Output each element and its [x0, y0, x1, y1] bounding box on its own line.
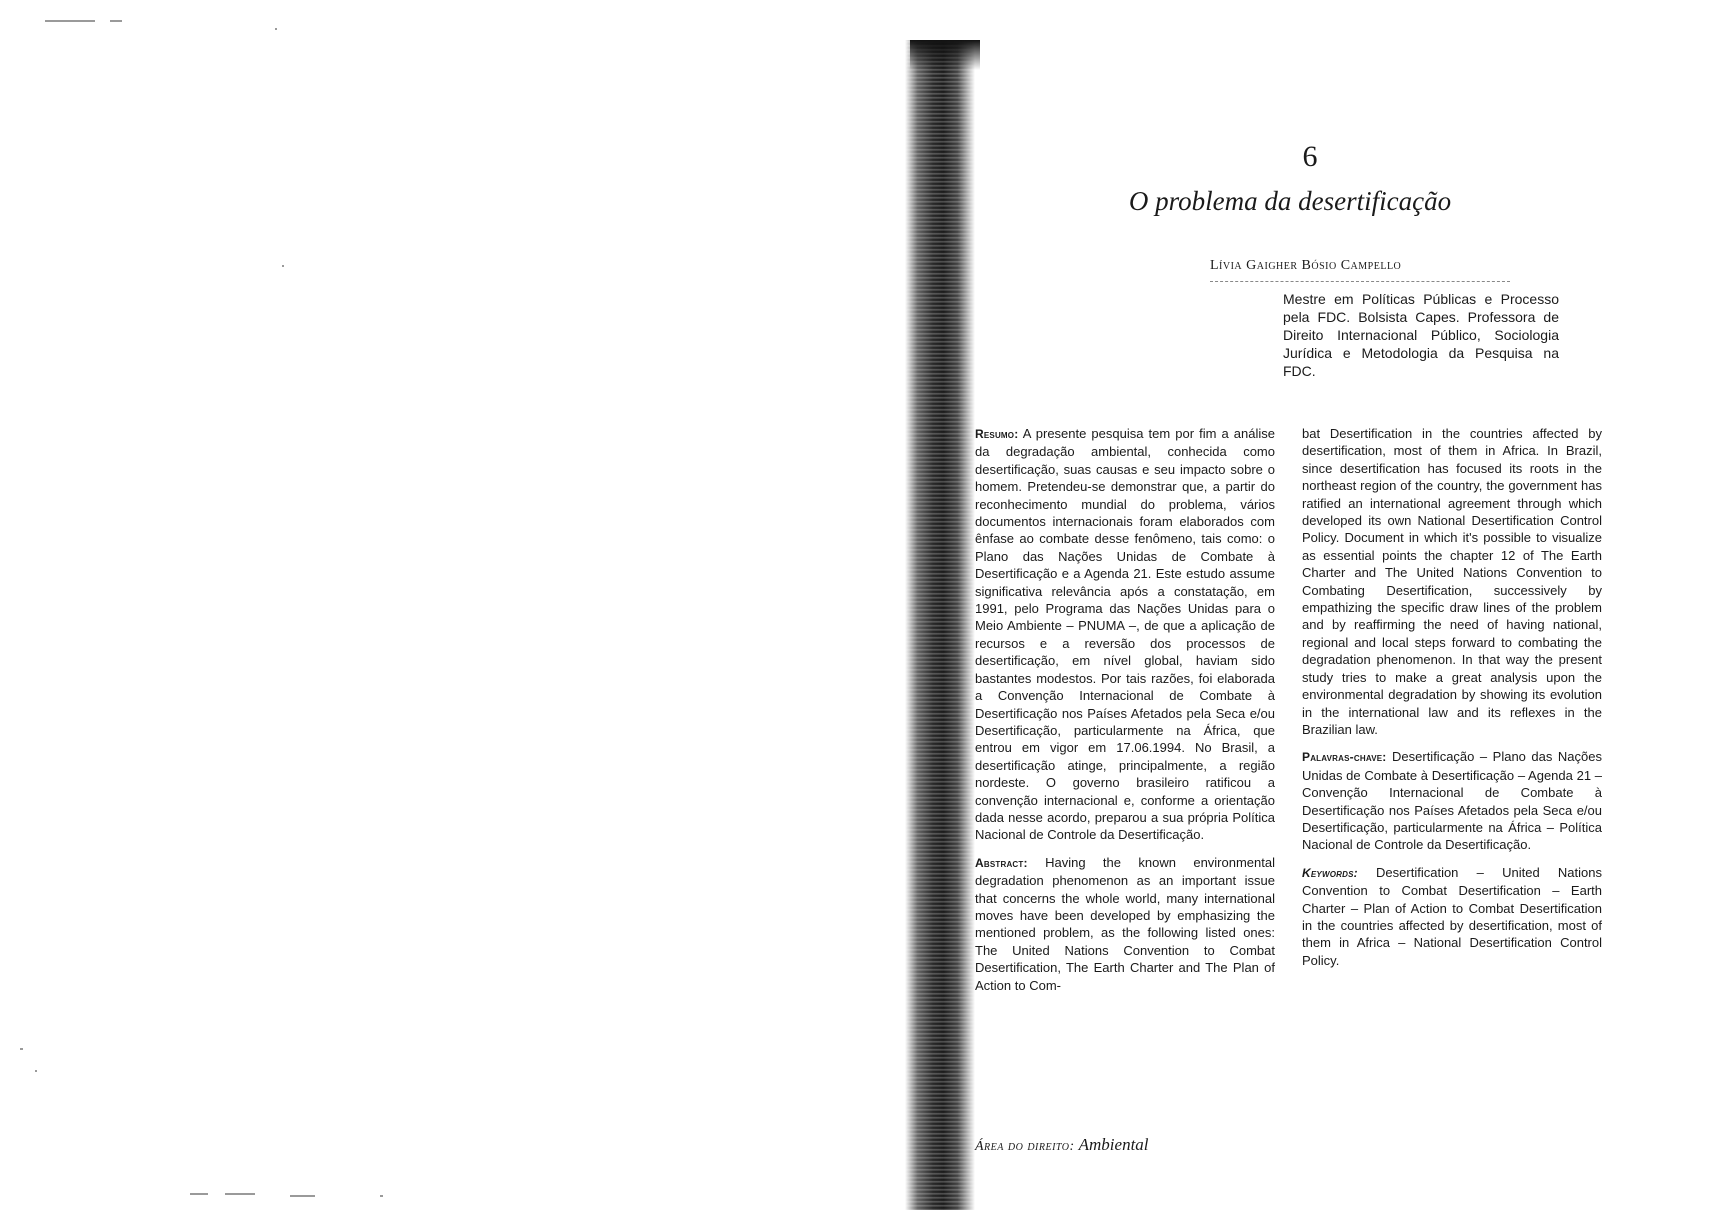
- abstract-text-part1: Having the known environmental degradation phenomenon as an important issue that concerns the whole world, many international moves have been developed by emphasizing the mentioned problem, as the following listed ones: The United Nations Convention to Combat Desertification, The Earth Charter and The Plan of Action to Com-: [975, 854, 1275, 993]
- chapter-title: O problema da desertificação: [1128, 186, 1452, 216]
- scan-speck: [35, 1070, 37, 1072]
- chapter-number: 6: [1302, 140, 1318, 173]
- footer-subject: Ambiental: [1078, 1135, 1149, 1154]
- scan-speck: [290, 1195, 315, 1197]
- scan-speck: [190, 1193, 208, 1195]
- palavras-chave-paragraph: [1302, 748, 1602, 853]
- resumo-paragraph: [975, 425, 1275, 844]
- author-divider: [1210, 281, 1510, 282]
- footer-prefix: Área do direito:: [975, 1139, 1075, 1154]
- right-column: [1302, 425, 1602, 979]
- abstract-paragraph: [975, 854, 1275, 994]
- keywords-paragraph: [1302, 864, 1602, 969]
- keywords-label: Keywords:: [1302, 865, 1358, 880]
- resumo-text: A presente pesquisa tem por fim a análise da degradação ambiental, conhecida como desertificação, suas causas e seu impacto sobre o homem. Pretendeu-se demonstrar que, a partir do reconhecimento mundial do problema, vários documentos internacionais foram elaborados com ênfase ao combate desse fenômeno, tais como: o Plano das Nações Unidas de Combate à Desertificação e a Agenda 21. Este estudo assume significativa relevância após a constatação, em 1991, pelo Programa das Nações Unidas para o Meio Ambiente – PNUMA –, de que a aplicação de recursos e a reversão dos processos de desertificação, em nível global, haviam sido bastantes modestos. Por tais razões, foi elaborada a Convenção Internacional de Combate à Desertificação nos Países Afetados pela Seca e/ou Desertificação, particularmente na África, que entrou em vigor em 17.06.1994. No Brasil, a desertificação atinge, principalmente, a região nordeste. O governo brasileiro ratificou a convenção internacional e, conforme a orientação dada nesse acordo, preparou a sua própria Política Nacional de Controle da Desertificação.: [975, 426, 1275, 843]
- author-bio: Mestre em Políticas Públicas e Processo pela FDC. Bolsista Capes. Professora de Direito Internacional Público, Sociologia Jurídica e Metodologia da Pesquisa na FDC.: [1283, 291, 1559, 379]
- scan-speck: [380, 1195, 383, 1197]
- running-footer: [975, 1135, 1275, 1155]
- scan-speck: [275, 28, 277, 30]
- abstract-text-part2: bat Desertification in the countries affected by desertification, most of them in Africa. In Brazil, since desertification has focused its roots in the northeast region of the country, the government has ratified an international agreement through which developed its own National Desertification Control Policy. Document in which it's possible to visualize as essential points the chapter 12 of The Earth Charter and The United Nations Convention to Combating Desertification, successively by empathizing the specific draw lines of the problem and by reaffirming the need of having national, regional and local steps forward to combating the degradation phenomenon. In that way the present study tries to make a great analysis upon the environmental degradation by showing its evolution in the international law and its reflexes in the Brazilian law.: [1302, 426, 1602, 737]
- scan-speck: [225, 1193, 255, 1195]
- scan-speck: [110, 20, 122, 22]
- keywords-text: Desertification – United Nations Convention to Combat Desertification – Earth Charter – Plan of Action to Combat Desertification in the countries affected by desertification, most of them in Africa – National Desertification Control Policy.: [1302, 864, 1602, 968]
- scan-speck: [45, 20, 95, 22]
- binding-shadow-top: [910, 40, 980, 70]
- abstract-continuation: [1302, 425, 1602, 738]
- binding-shadow: [905, 40, 975, 1210]
- scan-speck: [20, 1048, 23, 1050]
- left-column: [975, 425, 1275, 1004]
- abstract-label: Abstract:: [975, 855, 1028, 870]
- author-name: Lívia Gaigher Bósio Campello: [1210, 258, 1402, 273]
- resumo-label: Resumo:: [975, 427, 1019, 441]
- palavras-chave-text: Desertificação – Plano das Nações Unidas de Combate à Desertificação – Agenda 21 – Convenção Internacional de Combate à Desertificação nos Países Afetados pela Seca e/ou Desertificação, particularmente na África – Política Nacional de Controle da Desertificação.: [1302, 749, 1602, 853]
- scan-speck: [282, 265, 284, 267]
- palavras-chave-label: Palavras-chave:: [1302, 750, 1387, 765]
